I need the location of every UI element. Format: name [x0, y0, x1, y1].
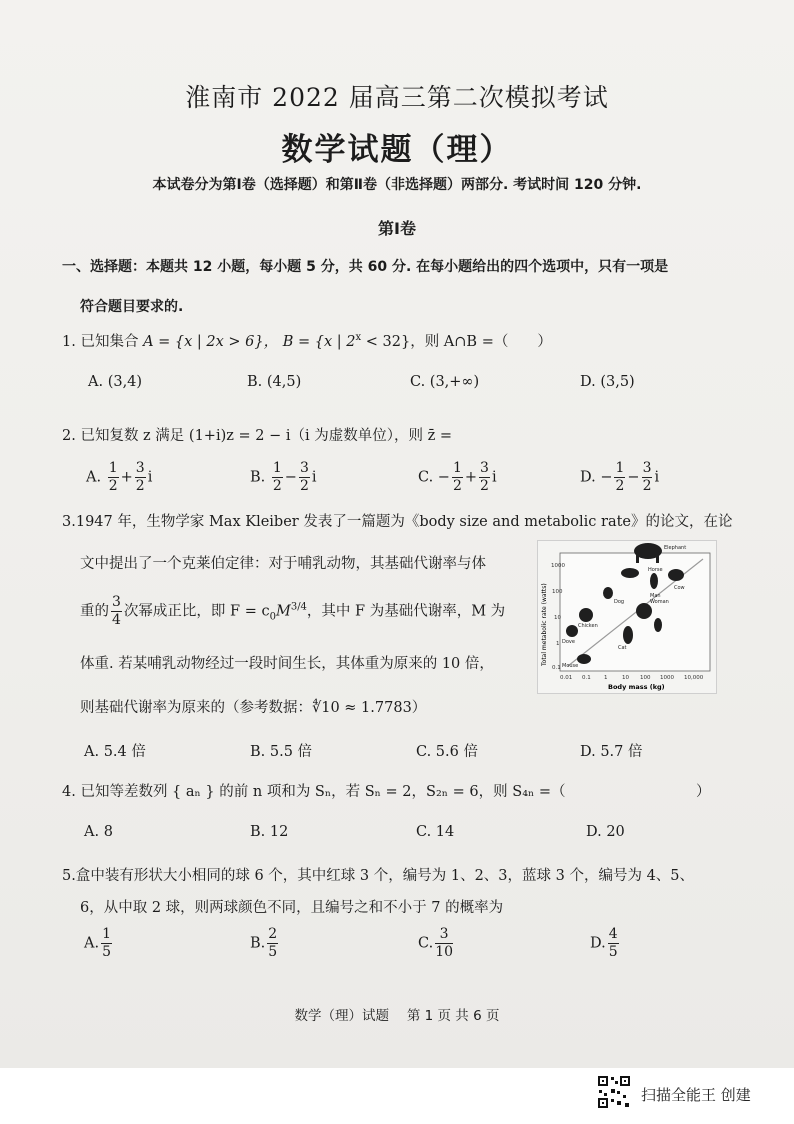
x-tick: 1	[604, 675, 608, 681]
q4-option-d: D. 20	[586, 824, 625, 840]
animal-label: Cow	[674, 585, 685, 591]
fraction: $\frac{1}{2}$	[452, 460, 462, 494]
animal-label: Chicken	[578, 623, 598, 629]
question-number: 2.	[62, 428, 76, 444]
q2-option-d: D. − $\frac{1}{2}$ − $\frac{3}{2}$ i	[580, 460, 660, 494]
q1-option-c: C. (3,+∞)	[410, 374, 480, 390]
x-tick: 0.1	[582, 675, 591, 681]
set-a: A = {x | 2x > 6}，	[143, 334, 279, 350]
animal-label: Cat	[618, 645, 627, 651]
question-3-line5: 则基础代谢率为原来的（参考数据：∜10 ≈ 1.7783）	[80, 700, 427, 716]
y-tick: 10	[554, 615, 561, 621]
fraction: $\frac{4}{5}$	[608, 926, 618, 960]
fraction: $\frac{3}{10}$	[435, 926, 454, 960]
q3-option-b: B. 5.5 倍	[250, 744, 313, 760]
animal-label: Elephant	[664, 545, 687, 551]
set-b-exp: x	[355, 332, 362, 344]
x-tick: 0.01	[560, 675, 573, 681]
q1-option-a: A. (3,4)	[88, 374, 143, 390]
question-5-line2: 6，从中取 2 球，则两球颜色不同，且编号之和不小于 7 的概率为	[80, 900, 504, 916]
fraction: $\frac{1}{2}$	[615, 460, 625, 494]
animal-label: Dog	[614, 599, 625, 605]
woman-icon	[654, 618, 662, 632]
animal-label: Dove	[562, 639, 575, 645]
question-2	[62, 424, 452, 445]
fraction: $\frac{1}{2}$	[272, 460, 282, 494]
animal-label: Horse	[648, 567, 663, 573]
cat-icon	[623, 626, 633, 644]
q5-option-a: A. $\frac{1}{5}$	[84, 926, 112, 960]
question-4-text: 已知等差数列 { aₙ } 的前 n 项和为 Sₙ，若 Sₙ = 2，S₂ₙ = 6，则 S₄ₙ =（ ）	[80, 784, 711, 800]
q4-option-b: B. 12	[250, 824, 289, 840]
fraction: $\frac{1}{2}$	[108, 460, 118, 494]
q4-option-c: C. 14	[416, 824, 455, 840]
question-3-line4: 体重. 若某哺乳动物经过一段时间生长，其体重为原来的 10 倍，	[80, 656, 494, 672]
fraction: $\frac{1}{5}$	[102, 926, 112, 960]
dog-icon	[603, 587, 613, 599]
x-axis-label: Body mass (kg)	[608, 683, 665, 691]
q3-option-c: C. 5.6 倍	[416, 744, 478, 760]
question-5-line1: 5.盒中装有形状大小相同的球 6 个，其中红球 3 个，编号为 1、2、3，蓝球 3 个，编号为 4、5、	[62, 868, 695, 884]
fraction: $\frac{3}{4}$	[112, 594, 121, 628]
page-footer: 数学（理）试题 第 1 页 共 6 页	[294, 1008, 500, 1024]
q5-option-c: C. $\frac{3}{10}$	[418, 926, 454, 960]
y-tick: 1	[556, 641, 560, 647]
y-tick: 1000	[551, 563, 565, 569]
y-tick: 0.1	[552, 665, 561, 671]
q2-option-b: B. $\frac{1}{2}$ − $\frac{3}{2}$ i	[250, 460, 317, 494]
x-tick: 10,000	[684, 675, 704, 681]
q3-option-d: D. 5.7 倍	[580, 744, 643, 760]
question-3-line2: 文中提出了一个克莱伯定律：对于哺乳动物，其基础代谢率与体	[80, 556, 486, 572]
animal-icon	[636, 603, 652, 619]
question-3-line1: 3.1947 年，生物学家 Max Kleiber 发表了一篇题为《body size and metabolic rate》的论文，在论	[62, 514, 733, 530]
chicken-icon	[579, 608, 593, 622]
mouse-icon	[577, 654, 591, 664]
question-1	[62, 330, 552, 351]
exam-title: 淮南市 2022 届高三第二次模拟考试	[185, 83, 609, 112]
kleiber-plot	[538, 541, 716, 693]
q2-option-a: A. $\frac{1}{2}$ + $\frac{3}{2}$ i	[86, 460, 153, 494]
cow-icon	[668, 569, 684, 581]
question-1-prefix: 已知集合	[80, 334, 139, 350]
qr-code-icon	[597, 1075, 631, 1109]
animal-label: Mouse	[562, 663, 579, 669]
q5-option-d: D. $\frac{4}{5}$	[590, 926, 618, 960]
q2-option-c: C. − $\frac{1}{2}$ + $\frac{3}{2}$ i	[418, 460, 497, 494]
x-tick: 1000	[660, 675, 674, 681]
set-b-pre: B = {x | 2	[282, 334, 356, 350]
question-number: 4.	[62, 784, 76, 800]
part-label: 第Ⅰ卷	[378, 219, 416, 238]
q5-option-b: B. $\frac{2}{5}$	[250, 926, 278, 960]
fraction: $\frac{3}{2}$	[135, 460, 145, 494]
section-heading-line1: 一、选择题：本题共 12 小题，每小题 5 分，共 60 分. 在每小题给出的四个选项中，只有一项是	[62, 259, 669, 275]
exam-subtitle: 数学试题（理）	[281, 132, 513, 168]
animal-label: Man	[650, 593, 661, 599]
x-tick: 10	[622, 675, 629, 681]
dove-icon	[566, 625, 578, 637]
section-heading-line2: 符合题目要求的.	[80, 299, 184, 315]
y-tick: 100	[552, 589, 563, 595]
kleiber-figure	[537, 540, 717, 694]
q1-option-d: D. (3,5)	[580, 374, 635, 390]
horse-icon	[621, 568, 639, 578]
fraction: $\frac{3}{2}$	[642, 460, 652, 494]
question-2-text: 已知复数 z 满足 (1+i)z = 2 − i（i 为虚数单位），则 z̄ =	[80, 428, 452, 444]
question-number: 3.	[62, 514, 76, 530]
q1-option-b: B. (4,5)	[247, 374, 302, 390]
set-b-post: < 32}，则 A∩B =（ ）	[361, 334, 552, 350]
y-axis-label: Total metabolic rate (watts)	[541, 583, 548, 666]
q3-option-a: A. 5.4 倍	[84, 744, 146, 760]
fraction: $\frac{2}{5}$	[268, 926, 278, 960]
elephant-leg	[636, 555, 639, 563]
animal-label: Woman	[650, 599, 669, 605]
question-number: 5.	[62, 868, 76, 884]
fraction: $\frac{3}{2}$	[299, 460, 309, 494]
elephant-leg	[656, 555, 659, 563]
exam-intro: 本试卷分为第Ⅰ卷（选择题）和第Ⅱ卷（非选择题）两部分. 考试时间 120 分钟.	[152, 177, 642, 193]
fraction: $\frac{3}{2}$	[480, 460, 489, 494]
question-3-line3: 重的 $\frac{3}{4}$ 次幂成正比，即 $F = c_0M^{3/4}$，其中 F 为基础代谢率，M 为	[80, 594, 506, 628]
x-tick: 100	[640, 675, 651, 681]
question-number: 1.	[62, 334, 76, 350]
q4-option-a: A. 8	[84, 824, 113, 840]
man-icon	[650, 573, 658, 589]
question-4	[62, 780, 711, 801]
scanner-watermark: 扫描全能王 创建	[641, 1086, 751, 1104]
